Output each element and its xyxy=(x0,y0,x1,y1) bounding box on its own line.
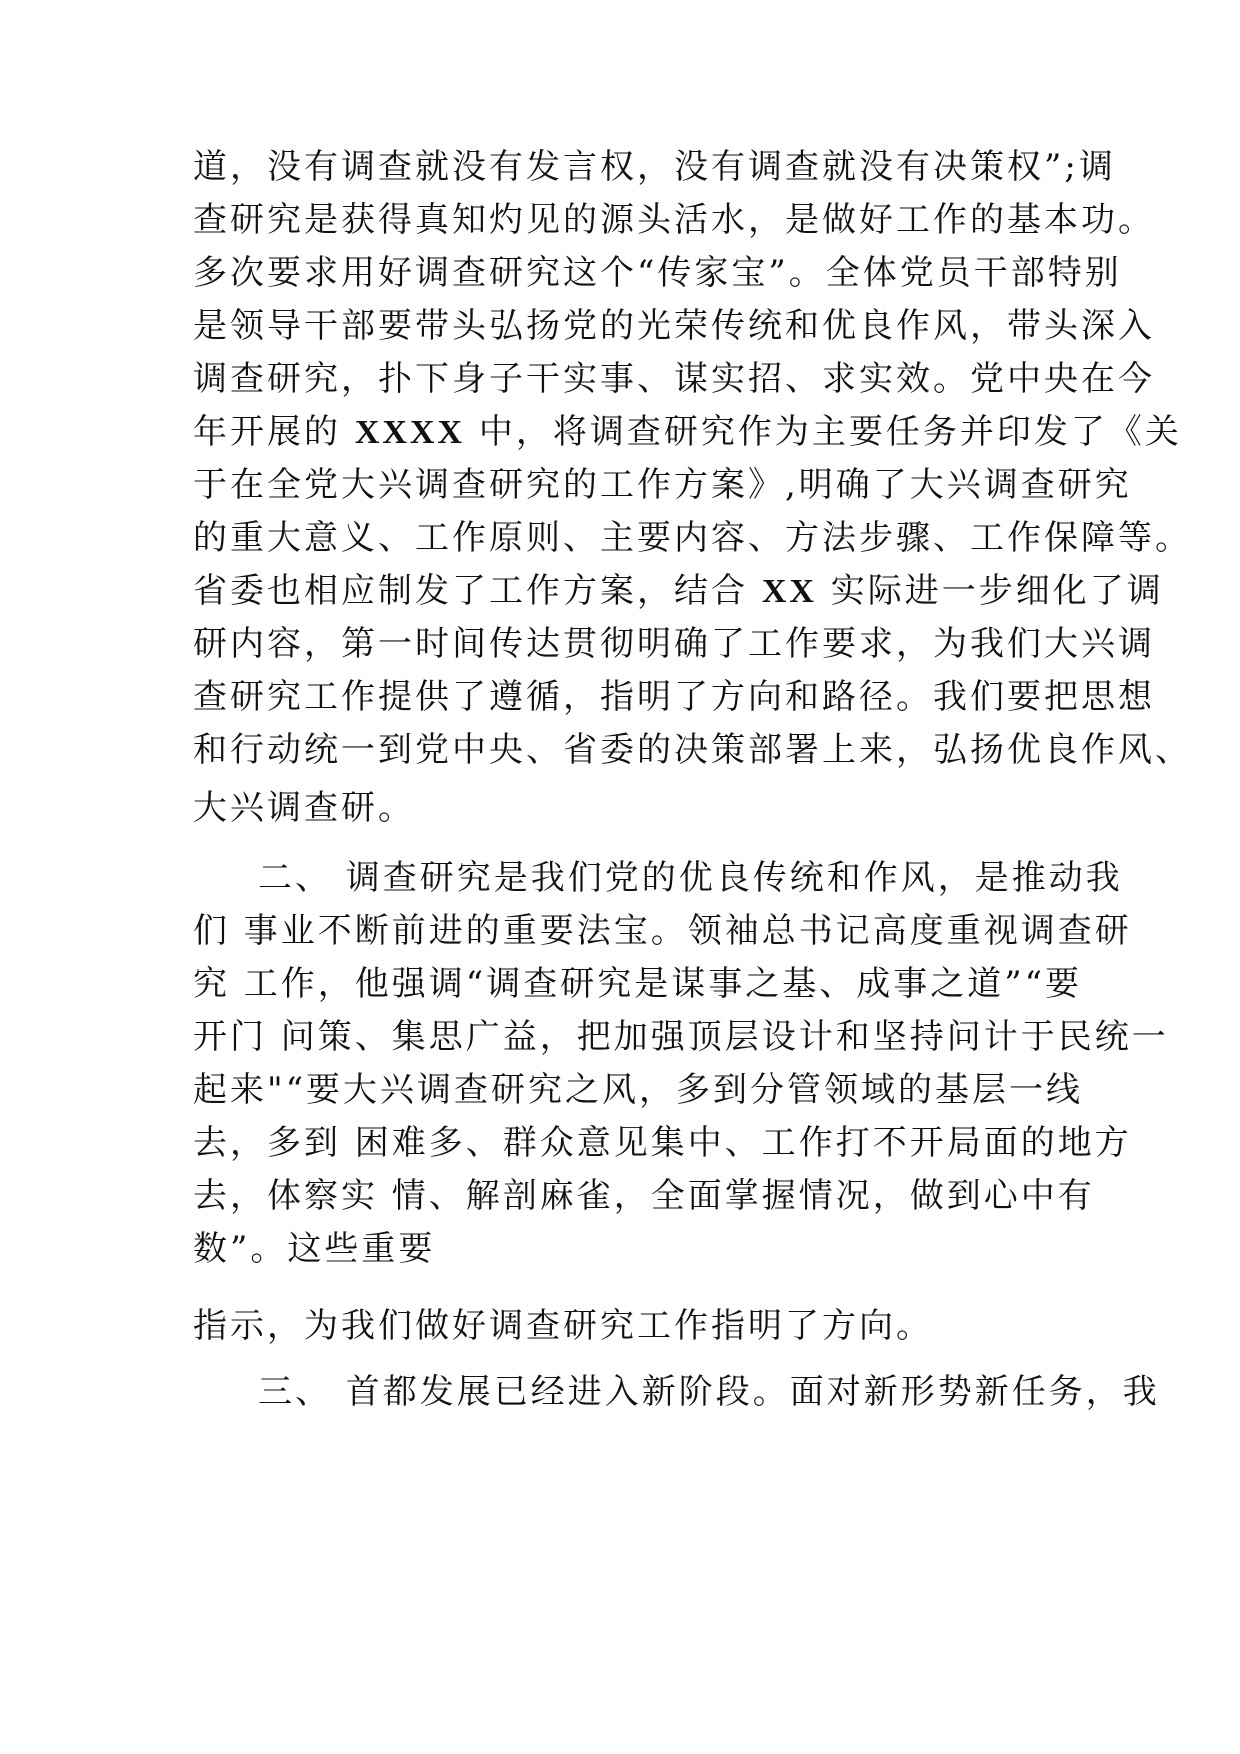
line9-pre-text: 省委也相应制发了工作方案，结合 xyxy=(193,571,748,611)
paragraph1-line-11: 查研究工作提供了遵循，指明了方向和路径。我们要把思想 xyxy=(193,677,1155,717)
paragraph2-tail-line: 指示，为我们做好调查研究工作指明了方向。 xyxy=(193,1306,933,1346)
paragraph2-line-3: 究 工作，他强调“调查研究是谋事之基、成事之道”“要 xyxy=(193,964,1082,1004)
paragraph1-line-6 xyxy=(193,412,1182,452)
paragraph2-line-4: 开门 问策、集思广益，把加强顶层设计和坚持问计于民统一 xyxy=(193,1017,1169,1057)
paragraph1-line-5: 调查研究，扑下身子干实事、谋实招、求实效。党中央在今 xyxy=(193,359,1155,399)
paragraph1-line-10: 研内容，第一时间传达贯彻明确了工作要求，为我们大兴调 xyxy=(193,624,1155,664)
paragraph1-line-4: 是领导干部要带头弘扬党的光荣传统和优良作风，带头深入 xyxy=(193,306,1155,346)
paragraph1-line-12: 和行动统一到党中央、省委的决策部署上来，弘扬优良作风、 xyxy=(193,730,1192,770)
paragraph2-line-2: 们 事业不断前进的重要法宝。领袖总书记高度重视调查研 xyxy=(193,911,1132,951)
paragraph2-line-1: 二、 调查研究是我们党的优良传统和作风，是推动我 xyxy=(258,858,1123,898)
paragraph2-line-5: 起来"“要大兴调查研究之风，多到分管领域的基层一线 xyxy=(193,1070,1084,1110)
line9-post-text: 实际进一步细化了调 xyxy=(830,571,1164,611)
paragraph1-line-8: 的重大意义、工作原则、主要内容、方法步骤、工作保障等。 xyxy=(193,518,1192,558)
line6-post-text: 中，将调查研究作为主要任务并印发了《关 xyxy=(478,412,1182,452)
paragraph1-last-line: 大兴调查研。 xyxy=(193,788,415,828)
paragraph3-line-1: 三、 首都发展已经进入新阶段。面对新形势新任务，我 xyxy=(258,1372,1160,1412)
paragraph1-line-3: 多次要求用好调查研究这个“传家宝”。全体党员干部特别 xyxy=(193,253,1122,293)
paragraph2-line-8: 数”。这些重要 xyxy=(193,1229,436,1269)
line6-pre-text: 年开展的 xyxy=(193,412,341,452)
paragraph2-line-7: 去，体察实 情、解剖麻雀，全面掌握情况，做到心中有 xyxy=(193,1176,1095,1216)
placeholder-xx: XX xyxy=(761,573,817,610)
placeholder-xxxx: XXXX xyxy=(354,414,466,451)
paragraph1-line-2: 查研究是获得真知灼见的源头活水，是做好工作的基本功。 xyxy=(193,200,1155,240)
paragraph1-line-7: 于在全党大兴调查研究的工作方案》,明确了大兴调查研究 xyxy=(193,465,1132,505)
paragraph1-line-1: 道，没有调查就没有发言权，没有调查就没有决策权”;调 xyxy=(193,147,1116,187)
paragraph2-line-6: 去，多到 困难多、群众意见集中、工作打不开局面的地方 xyxy=(193,1123,1132,1163)
paragraph1-line-9 xyxy=(193,571,1164,611)
